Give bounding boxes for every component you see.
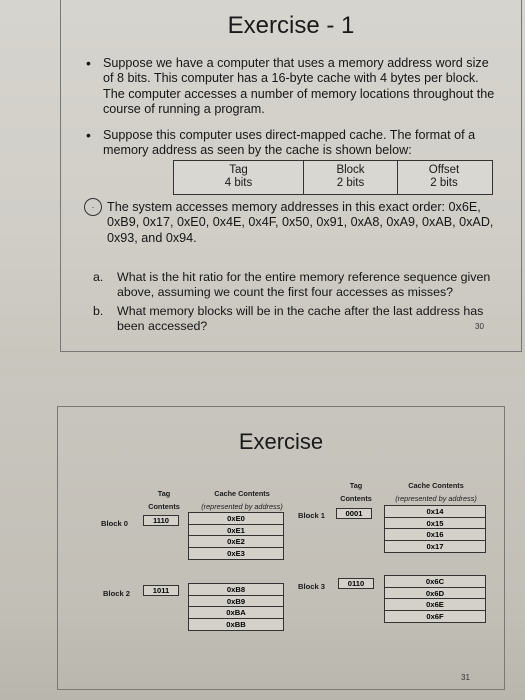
block-0-tag: 1110 — [143, 515, 179, 526]
block-3-label: Block 3 — [298, 582, 326, 591]
access-sequence: The system accesses memory addresses in this exact order: 0x6E, 0xB9, 0x17, 0xE0, 0x4E, 0x4F, 0x50, 0x91, 0xA8, 0xA9, 0xAB, 0xAD, 0x93, and 0x94. — [107, 200, 494, 245]
block-1-tag: 0001 — [336, 508, 372, 519]
slide-title: Exercise - 1 — [227, 12, 355, 39]
pointer-icon: · — [84, 198, 102, 216]
block-2-label: Block 2 — [103, 589, 131, 598]
cache-contents-header: Cache Contents (represented by address) — [201, 489, 283, 511]
address-format-table — [173, 160, 493, 195]
block-3-contents: 0x6C 0x6D 0x6E 0x6F — [384, 575, 486, 623]
bullet-dot-icon: • — [86, 127, 91, 143]
bullet-2: • Suppose this computer uses direct-mapped cache. The format of a memory address as seen by the cache is shown below: — [86, 127, 476, 158]
format-tag-cell: Tag 4 bits — [174, 161, 304, 194]
slide-exercise-1 — [60, 0, 522, 352]
block-0-contents: 0xE0 0xE1 0xE2 0xE3 — [188, 512, 284, 560]
question-a: a. What is the hit ratio for the entire memory reference sequence given above, assuming we count the first four accesses as misses? — [93, 270, 491, 300]
tag-header: Tag Contents — [340, 481, 372, 503]
bullet-1: • Suppose we have a computer that uses a memory address word size of 8 bits. This computer has a 16-byte cache with 4 bytes per block. The computer accesses a number of memory locations throughout the course of running a program. — [86, 55, 495, 117]
block-1-contents: 0x14 0x15 0x16 0x17 — [384, 505, 486, 553]
block-2-tag: 1011 — [143, 585, 179, 596]
bullet-dot-icon: • — [86, 55, 91, 71]
block-3-tag: 0110 — [338, 578, 374, 589]
page-number: 30 — [475, 322, 484, 331]
block-0-label: Block 0 — [101, 519, 129, 528]
question-b: b. What memory blocks will be in the cache after the last address has been accessed? — [93, 304, 484, 334]
page-number: 31 — [461, 673, 470, 682]
block-1-label: Block 1 — [298, 511, 326, 520]
format-offset-cell: Offset 2 bits — [428, 164, 460, 189]
format-block-cell: Block 2 bits — [304, 161, 398, 194]
slide-title: Exercise — [238, 429, 324, 454]
slide-exercise-solution — [57, 406, 505, 690]
cache-contents-header: Cache Contents (represented by address) — [395, 481, 477, 503]
tag-header: Tag Contents — [148, 489, 180, 511]
block-2-contents: 0xB8 0xB9 0xBA 0xBB — [188, 583, 284, 631]
